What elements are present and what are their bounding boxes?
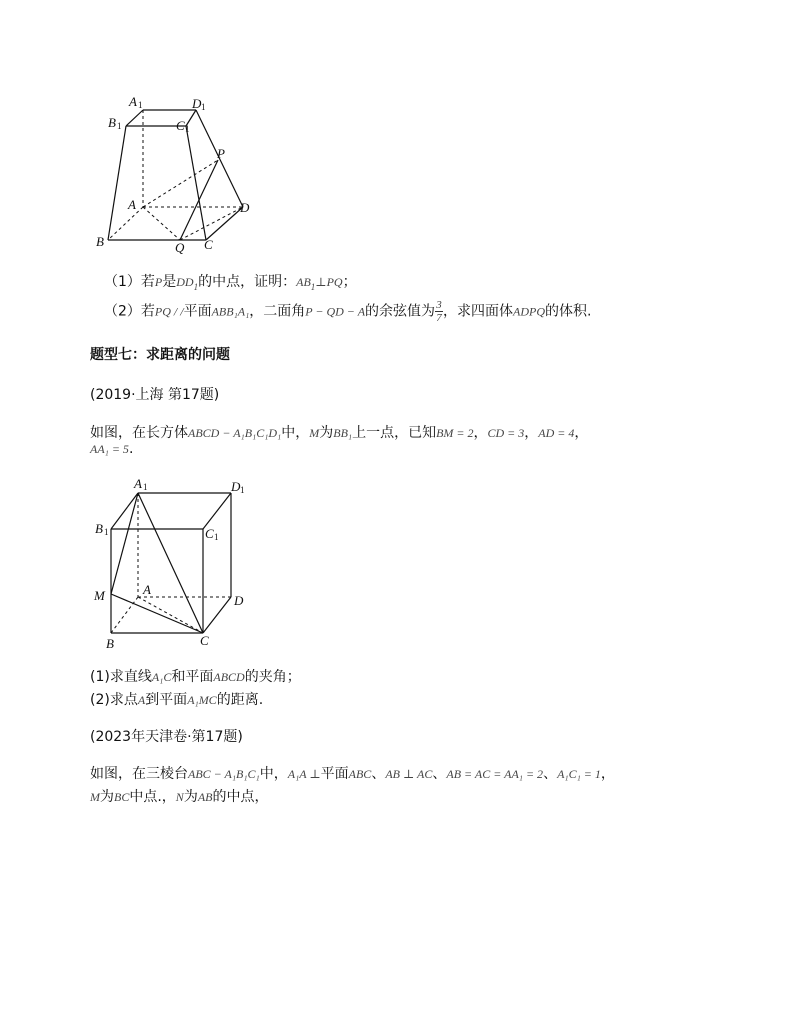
label2-C1: C [205,526,214,541]
p2019-comma3: ， [574,425,589,441]
label-A1-sub: 1 [138,100,143,110]
label2-D1: D [231,479,241,494]
q1-end: ； [342,274,357,290]
p2023-line2-d: 的中点， [212,789,269,805]
p2019-comma2: ， [524,425,539,441]
problem-2023-line1 [90,763,615,783]
p2019-onpoint: 上一点，已知 [352,425,437,441]
q1-midpoint: 的中点，证明： [198,274,297,290]
label2-D: D [234,593,244,608]
label-D1-sub: 1 [201,102,206,112]
p2023-solid: ABC − A₁B₁C₁ [188,767,260,781]
section-title: 题型七：求距离的问题 [90,347,230,363]
q2-volume: 的体积. [545,303,592,320]
p2023-mid: 中， [259,766,288,782]
label-P: P [217,146,225,161]
p2023-a1c1: A₁C₁ = 1 [557,767,601,781]
p2019-a1c: A₁C [151,670,172,684]
label2-A: A [143,582,151,597]
p2023-bc: BC [114,790,130,804]
label2-M: M [94,588,105,603]
p2019-q2-b: 到平面 [145,692,188,708]
p2023-m: M [90,790,100,804]
label-B1-sub: 1 [117,121,122,131]
p2019-cd: CD = 3 [487,426,525,440]
question-1 [104,271,357,292]
p2023-sep3: 、 [543,766,558,782]
label2-A1-sub: 1 [143,482,148,492]
p2019-q1-a: (1)求直线 [90,669,152,685]
p2023-intro: 如图，在三棱台 [90,766,188,782]
q1-p: P [154,275,163,289]
problem-2019-line2 [90,441,133,457]
p2023-line2-a: 为 [100,789,114,805]
label-B: B [96,234,104,249]
label2-D1-sub: 1 [240,485,245,495]
q1-dd1: DD [176,275,194,289]
problem-2019-line1 [90,422,588,442]
question-2 [104,300,591,323]
q2-plane: 平面 [183,303,212,320]
p2023-line2-b: 中点.， [129,789,176,805]
p2023-sep1: 、 [371,766,386,782]
frustum-figure [90,90,270,255]
label-C1: C [176,118,185,133]
q2-adpq: ADPQ [513,304,546,319]
q2-pq: PQ / / [154,304,184,319]
q2-dihedral: ，二面角 [249,303,306,320]
p2019-q2-c: 的距离. [216,692,264,708]
q1-ab1-sub: 1 [310,281,316,292]
p2023-abperp: AB ⊥ AC [385,767,433,781]
p2023-n: N [175,790,184,804]
problem-2019-q2 [90,689,263,709]
q2-rest: ，求四面体 [443,303,514,320]
p2019-mid: 中， [281,425,310,441]
p2019-bb1: BB₁ [333,426,353,440]
p2019-on: 为 [319,425,334,441]
q2-angle: P − QD − A [305,304,366,319]
p2019-solid: ABCD − A₁B₁C₁D₁ [188,426,282,440]
label-C: C [204,237,213,252]
p2019-q2-a: (2)求点 [90,692,138,708]
label2-A1: A [134,476,142,491]
p2019-abcd: ABCD [213,670,245,684]
problem-2023-line2 [90,786,268,806]
source-2023: (2023年天津卷·第17题) [90,729,243,745]
q1-ab1: AB [296,275,311,289]
label-C1-sub: 1 [185,124,190,134]
p2019-intro: 如图，在长方体 [90,425,188,441]
q1-dd1-sub: 1 [193,281,199,292]
p2023-abc: ABC [348,767,372,781]
cuboid-figure [90,475,250,650]
label-B1: B [108,115,116,130]
q2-cos: 的余弦值为 [365,303,436,320]
q1-is: 是 [162,274,177,290]
p2019-a1mc: A₁MC [187,693,217,707]
label2-B: B [106,636,114,650]
p2019-a: A [137,693,146,707]
q2-numerator: 3 [436,299,442,311]
p2019-q1-c: 的夹角； [244,669,301,685]
label-A: A [128,197,136,212]
p2019-q1-b: 和平面 [171,669,214,685]
label-A1: A [129,94,137,109]
problem-2019-q1 [90,666,301,686]
label-D1: D [192,96,202,111]
p2023-ab: AB [197,790,213,804]
q1-perp-pq: ⊥PQ [315,275,343,289]
q1-prefix: （1）若 [104,274,155,290]
p2023-plane: 平面 [320,766,349,782]
p2023-line2-c: 为 [183,789,198,805]
label2-B1-sub: 1 [104,527,109,537]
p2019-comma1: ， [473,425,488,441]
p2019-aa1: AA₁ = 5 [90,442,129,456]
p2023-comma: ， [600,766,615,782]
p2019-dot: . [128,441,134,457]
p2023-eq: AB = AC = AA₁ = 2 [446,767,544,781]
label2-C: C [200,633,209,648]
source-2019: (2019·上海 第17题) [90,387,220,403]
p2019-ad: AD = 4 [538,426,575,440]
label-Q: Q [175,240,185,255]
q2-denominator: 7 [436,312,442,324]
label2-C1-sub: 1 [214,532,219,542]
label2-B1: B [95,521,103,536]
p2019-m: M [309,426,320,440]
p2023-a1a: A₁A ⊥ [287,767,321,781]
p2023-sep2: 、 [432,766,447,782]
p2019-bm: BM = 2 [436,426,474,440]
q2-fraction [435,300,443,323]
label-D: D [240,200,250,215]
q2-abb1a1: ABB₁A₁ [211,304,250,319]
q2-prefix: （2）若 [104,303,155,320]
